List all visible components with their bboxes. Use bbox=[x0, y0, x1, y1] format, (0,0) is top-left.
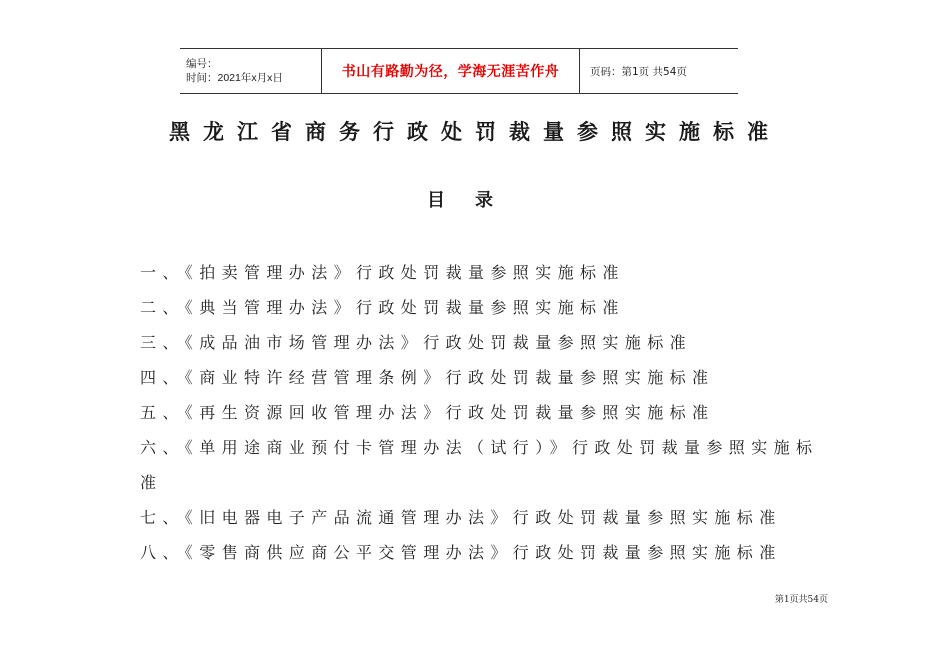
toc-item-1: 一、《拍卖管理办法》行政处罚裁量参照实施标准 bbox=[140, 263, 625, 282]
toc-item-2: 二、《典当管理办法》行政处罚裁量参照实施标准 bbox=[140, 298, 625, 317]
toc-item-7: 七、《旧电器电子产品流通管理办法》行政处罚裁量参照实施标准 bbox=[140, 508, 782, 527]
header-meta-cell bbox=[180, 49, 322, 93]
table-of-contents bbox=[140, 255, 820, 570]
header-motto: 书山有路勤为径，学海无涯苦作舟 bbox=[322, 49, 580, 93]
toc-item-8: 八、《零售商供应商公平交管理办法》行政处罚裁量参照实施标准 bbox=[140, 543, 782, 562]
toc-item-6: 六、《单用途商业预付卡管理办法（试行）》行政处罚裁量参照实施标准 bbox=[140, 438, 819, 492]
number-label: 编号： bbox=[186, 58, 218, 70]
toc-item-3: 三、《成品油市场管理办法》行政处罚裁量参照实施标准 bbox=[140, 333, 693, 352]
toc-heading: 目录 bbox=[427, 190, 523, 211]
document-header-table bbox=[180, 48, 738, 94]
header-page-info: 页码：第1页 共54页 bbox=[590, 65, 687, 78]
toc-item-5: 五、《再生资源回收管理办法》行政处罚裁量参照实施标准 bbox=[140, 403, 715, 422]
page-footer: 第1页共54页 bbox=[774, 595, 828, 605]
toc-item-4: 四、《商业特许经营管理条例》行政处罚裁量参照实施标准 bbox=[140, 368, 715, 387]
document-title: 黑龙江省商务行政处罚裁量参照实施标准 bbox=[169, 120, 781, 144]
time-label: 时间：2021年x月x日 bbox=[186, 72, 283, 84]
